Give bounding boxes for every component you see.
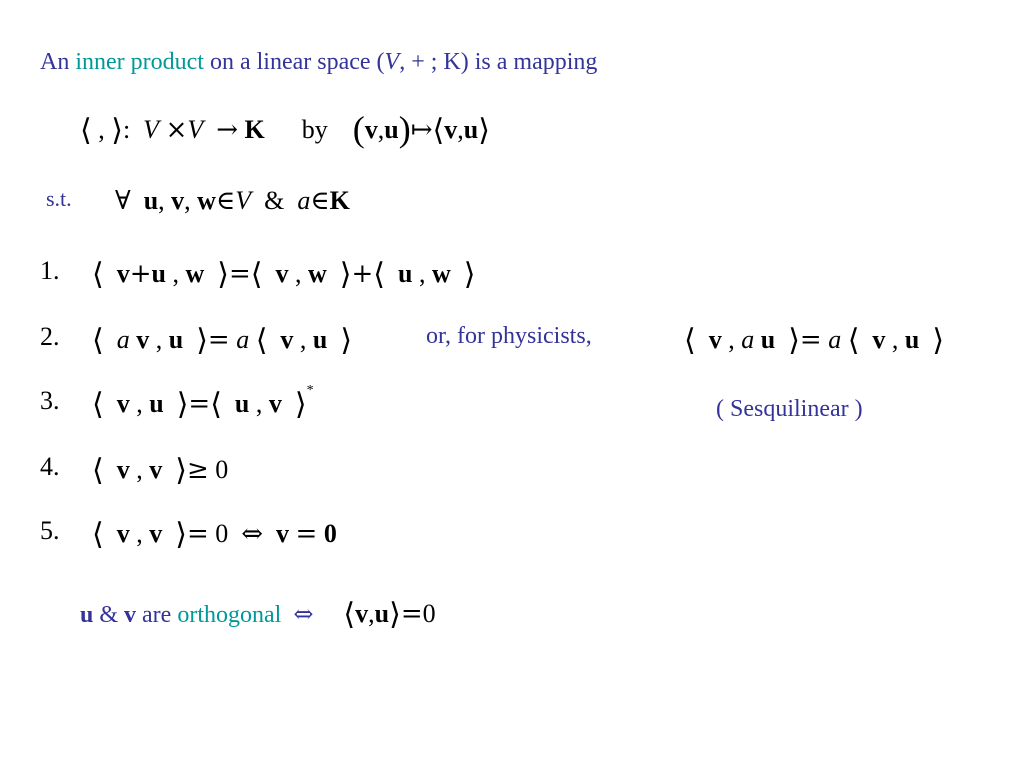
intro-an: An: [40, 49, 70, 75]
axiom-1-formula: ⟨ v+u , w ⟩=⟨ v , w ⟩+⟨ u , w ⟩: [92, 257, 476, 292]
orth-u: u: [80, 602, 94, 628]
mapping-line: ⟨ , ⟩: V ×V → K by (v,u)↦⟨v,u⟩: [80, 109, 490, 149]
forall-symbol: ∀: [115, 186, 131, 216]
axiom-2-formula: ⟨ a v , u ⟩= a ⟨ v , u ⟩: [92, 323, 353, 358]
intro-line: [40, 50, 597, 74]
orthogonal-line: u & v are orthogonal ⇔ ⟨v,u⟩=0: [80, 597, 436, 632]
orth-amp: &: [99, 602, 119, 628]
intro-tail: , + ; K) is a mapping: [399, 49, 598, 75]
orth-are: are: [142, 602, 172, 628]
intro-V: V: [384, 49, 400, 75]
axiom-2-physicists-formula: ⟨ v , a u ⟩= a ⟨ v , u ⟩: [684, 323, 945, 358]
mapping-colon: :: [122, 115, 131, 144]
axiom-3-number: 3.: [40, 386, 60, 415]
axiom-5-formula: ⟨ v , v ⟩= 0 ⇔ v = 0: [92, 517, 337, 552]
forall-line: ∀ u, v, w∈V & a∈K: [115, 186, 350, 216]
physicists-note: or, for physicists,: [426, 323, 592, 349]
axiom-2-number: 2.: [40, 322, 60, 351]
sesquilinear-note: ( Sesquilinear ): [716, 396, 863, 422]
axiom-5-number: 5.: [40, 516, 60, 545]
axiom-3-formula: ⟨ v , u ⟩=⟨ u , v ⟩*: [92, 383, 314, 422]
inner-product-term: inner product: [75, 49, 204, 75]
by-label: by: [301, 115, 328, 144]
orth-v: v: [124, 602, 137, 628]
orthogonal-term: orthogonal: [177, 602, 282, 628]
axiom-4-formula: ⟨ v , v ⟩≥ 0: [92, 453, 229, 488]
intro-rest: on a linear space (: [209, 49, 385, 75]
st-label: s.t.: [46, 186, 72, 211]
axiom-1-number: 1.: [40, 256, 60, 285]
axiom-4-number: 4.: [40, 452, 60, 481]
